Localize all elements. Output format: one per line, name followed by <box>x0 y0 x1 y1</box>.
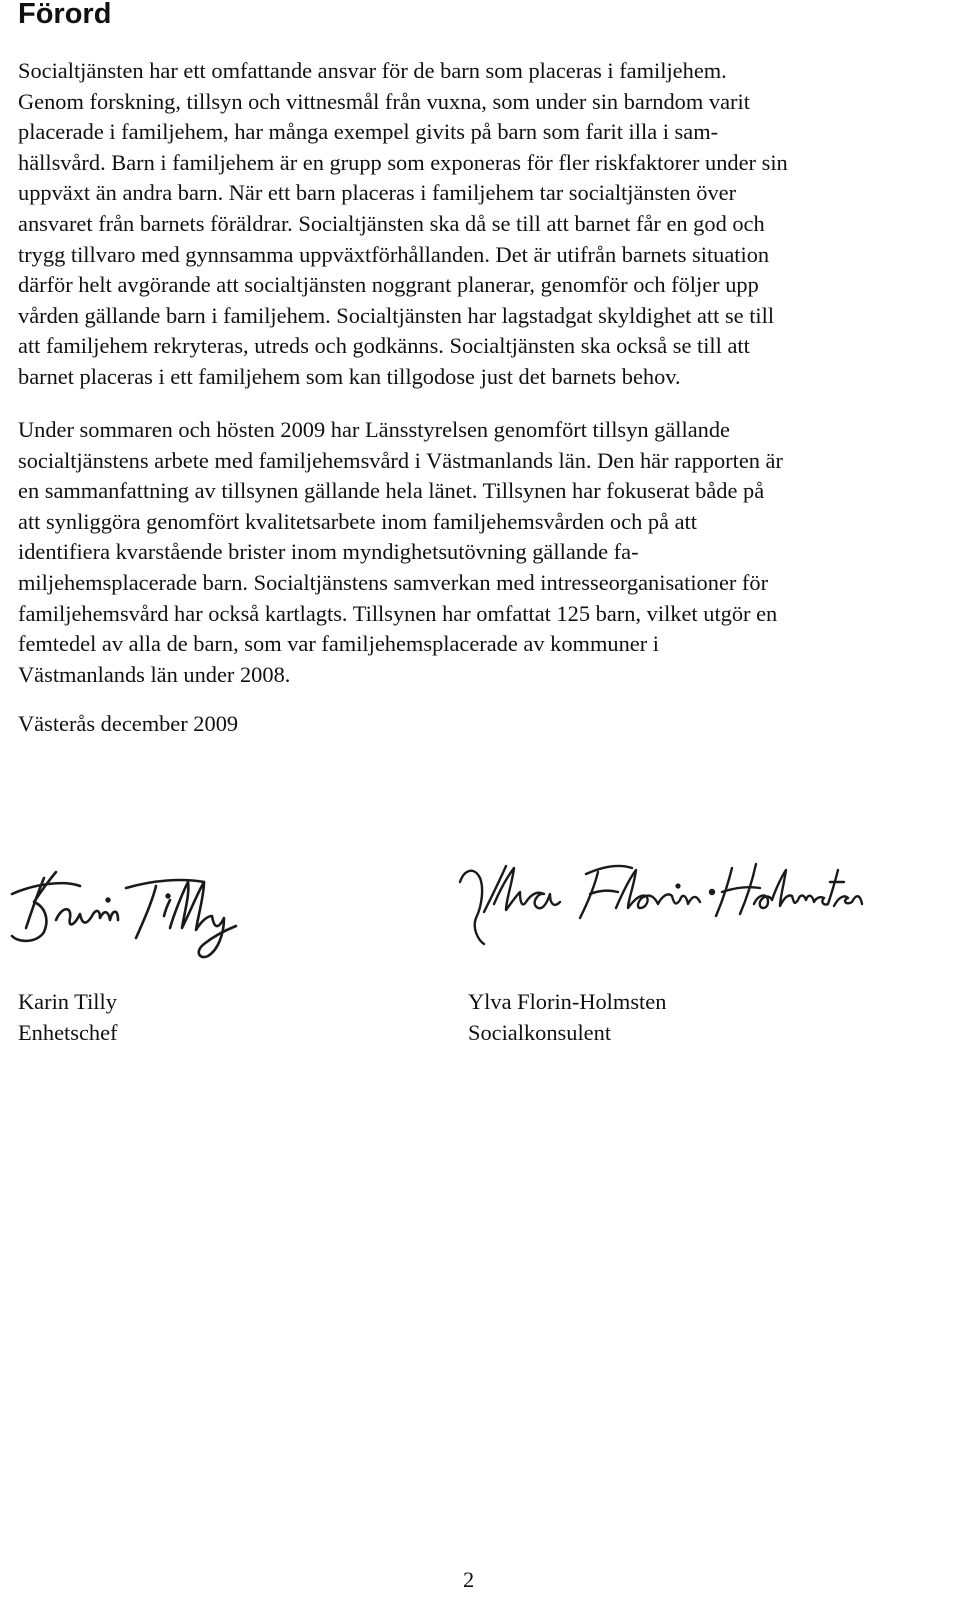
text-line: uppväxt än andra barn. När ett barn placeras i familjehem tar socialtjänsten över <box>18 180 737 206</box>
signer-role: Socialkonsulent <box>468 1019 612 1045</box>
signer-name: Karin Tilly <box>18 989 117 1014</box>
text-line: vården gällande barn i familjehem. Socialtjänsten har lagstadgat skyldighet att se till <box>18 302 775 328</box>
text-line: trygg tillvaro med gynnsamma uppväxtförhållanden. Det är utifrån barnets situation <box>18 241 770 267</box>
text-line: placerade i familjehem, har många exempel givits på barn som farit illa i sam- <box>18 119 719 145</box>
text-line: därför helt avgörande att socialtjänsten noggrant planerar, genomför och följer upp <box>18 272 759 298</box>
signer-role: Enhetschef <box>18 1019 118 1045</box>
paragraph-supervision <box>18 415 948 690</box>
text-line: att familjehem rekryteras, utreds och godkänns. Socialtjänsten ska också se till att <box>18 333 750 359</box>
signature-karin-tilly <box>4 858 254 963</box>
text-line: familjehemsvård har också kartlagts. Tillsynen har omfattat 125 barn, vilket utgör en <box>18 600 778 626</box>
signer-block-left <box>18 987 117 1048</box>
text-line: Västmanlands län under 2008. <box>18 661 291 687</box>
text-line: Genom forskning, tillsyn och vittnesmål från vuxna, som under sin barndom varit <box>18 88 750 114</box>
text-line: socialtjänstens arbete med familjehemsvård i Västmanlands län. Den här rapporten är <box>18 447 783 473</box>
text-line: ansvaret från barnets föräldrar. Socialtjänsten ska då se till att barnet får en god och <box>18 210 765 236</box>
text-line: en sammanfattning av tillsynen gällande hela länet. Tillsynen har fokuserat både på <box>18 478 765 504</box>
text-line: Under sommaren och hösten 2009 har Länsstyrelsen genomfört tillsyn gällande <box>18 417 730 442</box>
text-line: Socialtjänsten har ett omfattande ansvar för de barn som placeras i familjehem. <box>18 58 727 83</box>
text-line: identifiera kvarstående brister inom myndighetsutövning gällande fa- <box>18 539 639 565</box>
text-line: barnet placeras i ett familjehem som kan tillgodose just det barnets behov. <box>18 363 681 389</box>
page-title: Förord <box>18 0 112 30</box>
signer-name: Ylva Florin-Holmsten <box>468 989 667 1014</box>
paragraph-intro <box>18 56 948 393</box>
signature-ylva-florin-holmsten <box>450 848 870 948</box>
signer-block-right <box>468 987 666 1048</box>
text-line: femtedel av alla de barn, som var familjehemsplacerade av kommuner i <box>18 631 659 657</box>
text-line: att synliggöra genomfört kvalitetsarbete inom familjehemsvården och på att <box>18 508 697 534</box>
text-line: miljehemsplacerade barn. Socialtjänstens samverkan med intresseorganisationer för <box>18 569 769 595</box>
page-number: 2 <box>463 1567 475 1592</box>
text-line: hällsvård. Barn i familjehem är en grupp som exponeras för fler riskfaktorer under sin <box>18 149 788 175</box>
dateline: Västerås december 2009 <box>18 711 239 736</box>
